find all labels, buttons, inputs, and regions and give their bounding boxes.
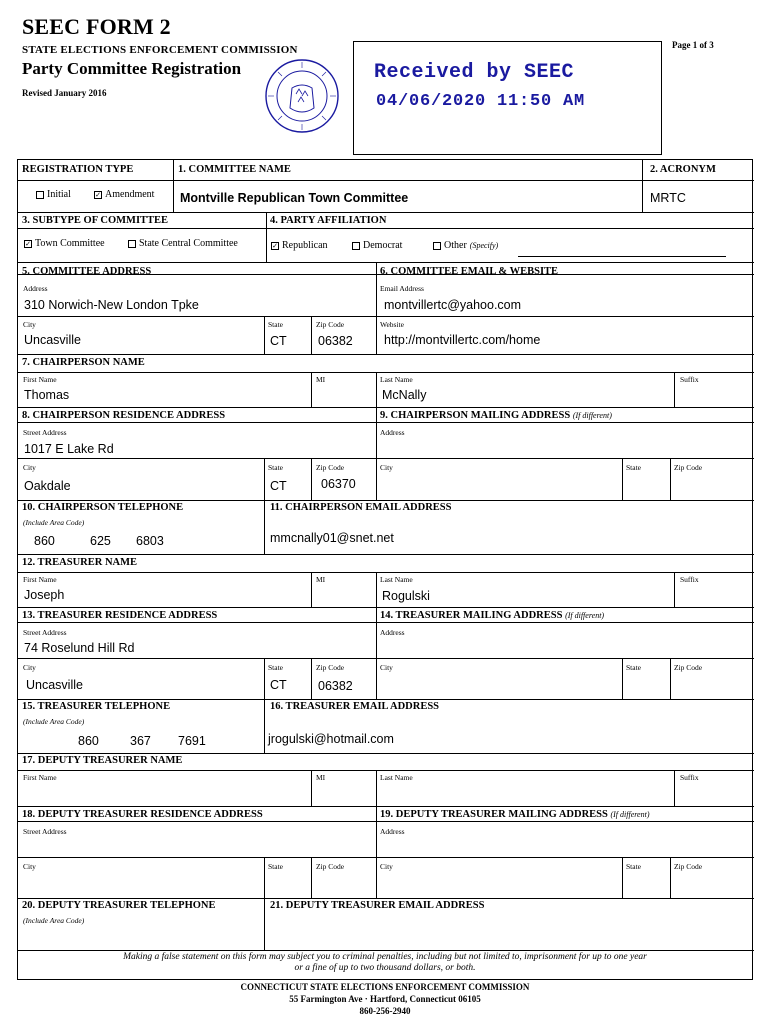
treasurer-street-field[interactable]: 74 Roselund Hill Rd: [24, 641, 135, 655]
state-seal-icon: [264, 58, 340, 134]
city-sublabel: City: [23, 862, 36, 871]
suffix-sublabel: Suffix: [680, 773, 699, 782]
zip-sublabel: Zip Code: [316, 463, 345, 472]
committee-email-label: 6. COMMITTEE EMAIL & WEBSITE: [380, 266, 559, 277]
mail-zip-sublabel: Zip Code: [674, 463, 703, 472]
chair-state-field[interactable]: CT: [270, 479, 287, 493]
chair-zip-field[interactable]: 06370: [321, 477, 356, 491]
registration-form: [17, 159, 753, 980]
committee-website-field[interactable]: http://montvillertc.com/home: [384, 333, 541, 347]
committee-email-field[interactable]: montvillertc@yahoo.com: [384, 298, 522, 312]
chair-phone-line-field[interactable]: 6803: [136, 534, 164, 548]
chair-phone-prefix-field[interactable]: 625: [90, 534, 111, 548]
town-committee-option[interactable]: ✓ Town Committee: [25, 238, 105, 249]
chair-mailing-label: 9. CHAIRPERSON MAILING ADDRESS (If different): [380, 410, 612, 421]
first-name-sublabel: First Name: [23, 375, 57, 384]
area-code-note: (Include Area Code): [23, 518, 85, 527]
committee-name-label: 1. COMMITTEE NAME: [178, 164, 291, 175]
treasurer-state-field[interactable]: CT: [270, 678, 287, 692]
mail-address-sublabel: Address: [380, 628, 405, 637]
zip-sublabel: Zip Code: [316, 320, 345, 329]
mail-address-sublabel: Address: [380, 428, 405, 437]
chair-email-field[interactable]: mmcnally01@snet.net: [270, 531, 394, 545]
state-central-checkbox[interactable]: [128, 240, 136, 248]
chair-street-field[interactable]: 1017 E Lake Rd: [24, 442, 114, 456]
suffix-sublabel: Suffix: [680, 575, 699, 584]
committee-address-field[interactable]: 310 Norwich-New London Tpke: [24, 298, 199, 312]
deputy-telephone-label: 20. DEPUTY TREASURER TELEPHONE: [22, 900, 216, 911]
mail-city-sublabel: City: [380, 463, 393, 472]
town-committee-checkbox[interactable]: ✓: [25, 239, 31, 248]
mail-zip-sublabel: Zip Code: [674, 862, 703, 871]
treasurer-telephone-label: 15. TREASURER TELEPHONE: [22, 701, 171, 712]
city-sublabel: City: [23, 663, 36, 672]
treasurer-zip-field[interactable]: 06382: [318, 679, 353, 693]
committee-name-field[interactable]: Montville Republican Town Committee: [180, 191, 409, 205]
state-sublabel: State: [268, 320, 283, 329]
mail-city-sublabel: City: [380, 663, 393, 672]
treasurer-name-label: 12. TREASURER NAME: [22, 557, 138, 568]
other-party-field[interactable]: [518, 256, 726, 257]
street-sublabel: Street Address: [23, 827, 67, 836]
state-central-option[interactable]: State Central Committee: [128, 238, 238, 249]
initial-option[interactable]: Initial: [36, 189, 71, 200]
amendment-checkbox[interactable]: ✓: [95, 190, 101, 199]
registration-type-label: REGISTRATION TYPE: [22, 164, 134, 175]
zip-sublabel: Zip Code: [316, 663, 345, 672]
treasurer-last-name-field[interactable]: Rogulski: [382, 589, 430, 603]
last-name-sublabel: Last Name: [380, 575, 413, 584]
city-sublabel: City: [23, 463, 36, 472]
website-sublabel: Website: [380, 320, 404, 329]
treasurer-email-field[interactable]: jrogulski@hotmail.com: [268, 732, 394, 746]
stamp-datetime: 04/06/2020 11:50 AM: [376, 92, 586, 111]
footer-address: 55 Farmington Ave · Hartford, Connecticut 06105: [289, 994, 481, 1004]
party-affiliation-label: 4. PARTY AFFILIATION: [270, 215, 387, 226]
chair-last-name-field[interactable]: McNally: [382, 388, 427, 402]
state-sublabel: State: [268, 862, 283, 871]
committee-state-field[interactable]: CT: [270, 334, 287, 348]
mi-sublabel: MI: [316, 575, 326, 584]
other-party-checkbox[interactable]: [433, 242, 441, 250]
deputy-mailing-label: 19. DEPUTY TREASURER MAILING ADDRESS (If different): [380, 809, 650, 820]
last-name-sublabel: Last Name: [380, 375, 413, 384]
first-name-sublabel: First Name: [23, 575, 57, 584]
mail-state-sublabel: State: [626, 463, 641, 472]
zip-sublabel: Zip Code: [316, 862, 345, 871]
committee-zip-field[interactable]: 06382: [318, 334, 353, 348]
treasurer-city-field[interactable]: Uncasville: [26, 678, 83, 692]
chair-telephone-label: 10. CHAIRPERSON TELEPHONE: [22, 502, 184, 513]
mail-state-sublabel: State: [626, 663, 641, 672]
committee-address-label: 5. COMMITTEE ADDRESS: [22, 266, 152, 277]
deputy-residence-label: 18. DEPUTY TREASURER RESIDENCE ADDRESS: [22, 809, 263, 820]
republican-checkbox[interactable]: ✓: [272, 241, 278, 250]
revision-date: Revised January 2016: [22, 88, 107, 98]
initial-checkbox[interactable]: [36, 191, 44, 199]
mail-zip-sublabel: Zip Code: [674, 663, 703, 672]
chair-first-name-field[interactable]: Thomas: [24, 388, 70, 402]
treasurer-phone-prefix-field[interactable]: 367: [130, 734, 151, 748]
address-sublabel: Address: [23, 284, 48, 293]
mail-state-sublabel: State: [626, 862, 641, 871]
acronym-label: 2. ACRONYM: [650, 164, 716, 175]
agency-name: STATE ELECTIONS ENFORCEMENT COMMISSION: [22, 44, 298, 56]
chair-residence-label: 8. CHAIRPERSON RESIDENCE ADDRESS: [22, 410, 226, 421]
treasurer-phone-area-field[interactable]: 860: [78, 734, 99, 748]
chair-name-label: 7. CHAIRPERSON NAME: [22, 357, 145, 368]
false-statement-warning: Making a false statement on this form may subject you to criminal penalties, including but not limited to, imprisonment for up to one year or a fine of up to two thousand dollars, or both.: [123, 952, 647, 973]
chair-phone-area-field[interactable]: 860: [34, 534, 55, 548]
suffix-sublabel: Suffix: [680, 375, 699, 384]
mail-city-sublabel: City: [380, 862, 393, 871]
street-sublabel: Street Address: [23, 628, 67, 637]
area-code-note: (Include Area Code): [23, 717, 85, 726]
form-title: SEEC FORM 2: [22, 14, 171, 39]
street-sublabel: Street Address: [23, 428, 67, 437]
state-sublabel: State: [268, 463, 283, 472]
mail-address-sublabel: Address: [380, 827, 405, 836]
area-code-note: (Include Area Code): [23, 916, 85, 925]
first-name-sublabel: First Name: [23, 773, 57, 782]
amendment-option[interactable]: ✓ Amendment: [95, 189, 155, 200]
deputy-email-label: 21. DEPUTY TREASURER EMAIL ADDRESS: [270, 900, 485, 911]
form-name: Party Committee Registration: [22, 59, 242, 78]
page-number: Page 1 of 3: [672, 40, 714, 50]
stamp-received-text: Received by SEEC: [374, 61, 575, 84]
democrat-option[interactable]: Democrat: [352, 240, 402, 251]
treasurer-mailing-label: 14. TREASURER MAILING ADDRESS (If different): [380, 610, 605, 621]
chair-email-label: 11. CHAIRPERSON EMAIL ADDRESS: [270, 502, 452, 513]
other-party-option[interactable]: Other (Specify): [433, 240, 498, 251]
footer-phone: 860-256-2940: [359, 1006, 411, 1016]
committee-city-field[interactable]: Uncasville: [24, 333, 81, 347]
subtype-label: 3. SUBTYPE OF COMMITTEE: [22, 215, 169, 226]
democrat-checkbox[interactable]: [352, 242, 360, 250]
email-sublabel: Email Address: [380, 284, 424, 293]
republican-option[interactable]: ✓ Republican: [272, 240, 328, 251]
treasurer-phone-line-field[interactable]: 7691: [178, 734, 206, 748]
footer-agency: CONNECTICUT STATE ELECTIONS ENFORCEMENT COMMISSION: [240, 982, 530, 992]
deputy-name-label: 17. DEPUTY TREASURER NAME: [22, 755, 183, 766]
treasurer-email-label: 16. TREASURER EMAIL ADDRESS: [270, 701, 440, 712]
city-sublabel: City: [23, 320, 36, 329]
last-name-sublabel: Last Name: [380, 773, 413, 782]
mi-sublabel: MI: [316, 773, 326, 782]
mi-sublabel: MI: [316, 375, 326, 384]
treasurer-residence-label: 13. TREASURER RESIDENCE ADDRESS: [22, 610, 218, 621]
treasurer-first-name-field[interactable]: Joseph: [24, 588, 65, 602]
state-sublabel: State: [268, 663, 283, 672]
acronym-field[interactable]: MRTC: [650, 191, 686, 205]
chair-city-field[interactable]: Oakdale: [24, 479, 71, 493]
